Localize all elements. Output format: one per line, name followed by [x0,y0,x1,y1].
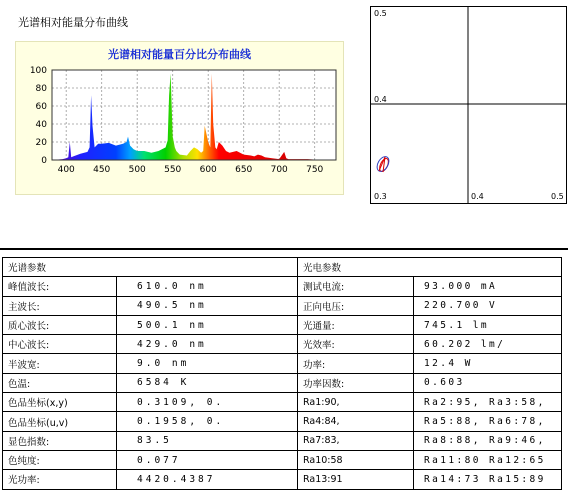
param-label: 色纯度: [3,450,117,469]
param-label: 色品坐标(u,v) [3,412,117,431]
cie-chromaticity-diagram [370,6,567,204]
param-value: 0.3109, 0. [117,393,298,412]
spectral-params-header: 光谱参数 [3,258,298,277]
plot-area [52,70,336,160]
param-label: 半波宽: [3,354,117,373]
param-value-2: Ra14:73 Ra15:89 [414,470,562,489]
cie-tick-x-0.4: 0.4 [471,192,484,201]
x-tick-label: 450 [93,165,111,175]
photoelectric-params-header: 光电参数 [298,258,562,277]
param-value-2: Ra8:88, Ra9:46, [414,431,562,450]
x-tick-label: 550 [164,165,182,175]
x-tick-label: 400 [57,165,75,175]
param-label-2: 光通量: [298,315,414,334]
y-tick-label: 60 [35,102,47,112]
param-label-2: 功率: [298,354,414,373]
param-label-2: Ra13:91 [298,470,414,489]
y-tick-label: 0 [41,156,47,166]
y-tick-label: 80 [35,84,47,94]
y-tick-label: 40 [35,120,47,130]
param-label-2: 正向电压: [298,296,414,315]
param-value-2: Ra11:80 Ra12:65 [414,450,562,469]
section-divider [0,248,568,250]
param-value: 83.5 [117,431,298,450]
param-label-2: 测试电流: [298,277,414,296]
param-value-2: 745.1 lm [414,315,562,334]
param-value-2: 93.000 mA [414,277,562,296]
table-row [3,450,562,469]
x-tick-label: 700 [270,165,288,175]
table-row [3,373,562,392]
x-tick-label: 500 [128,165,146,175]
cie-tick-x-0.5: 0.5 [551,192,564,201]
param-label: 显色指数: [3,431,117,450]
param-label-2: Ra4:84, [298,412,414,431]
param-label: 色温: [3,373,117,392]
table-row [3,315,562,334]
table-row [3,431,562,450]
param-value-2: 60.202 lm/ [414,335,562,354]
param-label-2: Ra1:90, [298,393,414,412]
table-row [3,296,562,315]
param-value-2: 12.4 W [414,354,562,373]
param-value-2: Ra2:95, Ra3:58, [414,393,562,412]
x-tick-label: 750 [306,165,324,175]
param-value-2: 220.700 V [414,296,562,315]
y-tick-label: 100 [29,66,47,76]
param-value: 610.0 nm [117,277,298,296]
param-value: 9.0 nm [117,354,298,373]
param-value: 500.1 nm [117,315,298,334]
chart-title: 光谱相对能量百分比分布曲线 [108,48,251,61]
parameters-table [2,257,562,490]
cie-tick-y-0.5: 0.5 [374,9,387,18]
param-label-2: 功率因数: [298,373,414,392]
param-label: 色品坐标(x,y) [3,393,117,412]
table-header-row [3,258,562,277]
x-tick-label: 650 [235,165,253,175]
table-row [3,277,562,296]
param-label: 中心波长: [3,335,117,354]
param-value: 490.5 nm [117,296,298,315]
param-value: 0.077 [117,450,298,469]
param-value-2: Ra5:88, Ra6:78, [414,412,562,431]
param-label-2: 光效率: [298,335,414,354]
spectrum-chart-panel [15,41,344,195]
table-row [3,335,562,354]
param-value: 429.0 nm [117,335,298,354]
table-row [3,470,562,489]
y-tick-label: 20 [35,138,47,148]
param-label: 光功率: [3,470,117,489]
cie-plot [371,7,566,203]
param-label: 主波长: [3,296,117,315]
cie-tick-x-0.3: 0.3 [374,192,387,201]
param-value-2: 0.603 [414,373,562,392]
table-row [3,412,562,431]
spectrum-chart [16,42,343,194]
x-tick-label: 600 [199,165,217,175]
page-title: 光谱相对能量分布曲线 [18,16,128,29]
table-row [3,393,562,412]
param-label-2: Ra10:58 [298,450,414,469]
table-row [3,354,562,373]
param-value: 0.1958, 0. [117,412,298,431]
param-label-2: Ra7:83, [298,431,414,450]
param-value: 4420.4387 [117,470,298,489]
param-label: 峰值波长: [3,277,117,296]
param-label: 质心波长: [3,315,117,334]
cie-tick-y-0.4: 0.4 [374,95,387,104]
param-value: 6584 K [117,373,298,392]
